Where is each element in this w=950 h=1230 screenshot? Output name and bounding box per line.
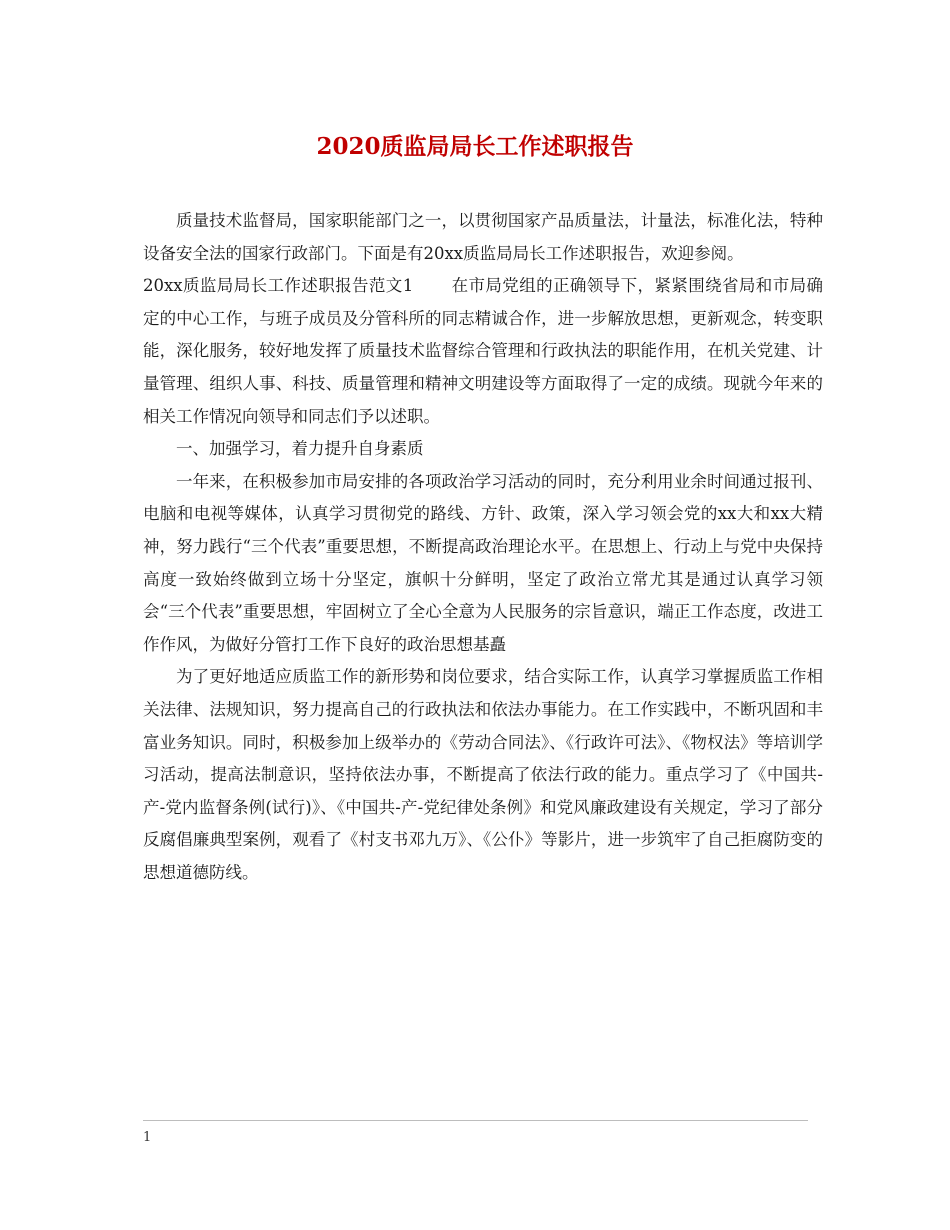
sample-heading: 20xx质监局局长工作述职报告范文1 xyxy=(143,276,414,296)
page-number: 1 xyxy=(143,1130,152,1145)
sample-paragraph-text: 在市局党组的正确领导下，紧紧围绕省局和市局确定的中心工作，与班子成员及分管科所的同志精诚合作，进一步解放思想，更新观念，转变职能，深化服务，较好地发挥了质量技术监督综合管理和行政执法的职能作用，在机关党建、计量管理、组织人事、科技、质量管理和精神文明建设等方面取得了一定的成绩。现就今年来的相关工作情况向领导和同志们予以述职。 xyxy=(143,276,823,426)
intro-paragraph: 质量技术监督局，国家职能部门之一，以贯彻国家产品质量法，计量法，标准化法，特种设备安全法的国家行政部门。下面是有20xx质监局局长工作述职报告，欢迎参阅。 xyxy=(143,211,823,263)
study-paragraph: 一年来，在积极参加市局安排的各项政治学习活动的同时，充分利用业余时间通过报刊、电脑和电视等媒体，认真学习贯彻党的路线、方针、政策，深入学习领会党的xx大和xx大精神，努力践行“三个代表”重要思想，不断提高政治理论水平。在思想上、行动上与党中央保持高度一致始终做到立场十分坚定，旗帜十分鲜明，坚定了政治立常尤其是通过认真学习领会“三个代表”重要思想，牢固树立了全心全意为人民服务的宗旨意识，端正工作态度，改进工作作风，为做好分管打工作下良好的政治思想基矗 xyxy=(143,471,823,654)
section-heading-1: 一、加强学习，着力提升自身素质 xyxy=(176,439,424,459)
footer-divider xyxy=(143,1120,808,1121)
sample-paragraph xyxy=(143,270,823,433)
document-body xyxy=(143,205,823,889)
law-study-paragraph: 为了更好地适应质监工作的新形势和岗位要求，结合实际工作，认真学习掌握质监工作相关法律、法规知识，努力提高自己的行政执法和依法办事能力。在工作实践中，不断巩固和丰富业务知识。同时，积极参加上级举办的《劳动合同法》、《行政许可法》、《物权法》等培训学习活动，提高法制意识，坚持依法办事，不断提高了依法行政的能力。重点学习了《中国共-产-党内监督条例(试行)》、《中国共-产-党纪律处条例》和党风廉政建设有关规定，学习了部分反腐倡廉典型案例，观看了《村支书邓九万》、《公仆》等影片，进一步筑牢了自己拒腐防变的思想道德防线。 xyxy=(143,667,823,882)
document-title: 2020质监局局长工作述职报告 xyxy=(316,133,634,160)
